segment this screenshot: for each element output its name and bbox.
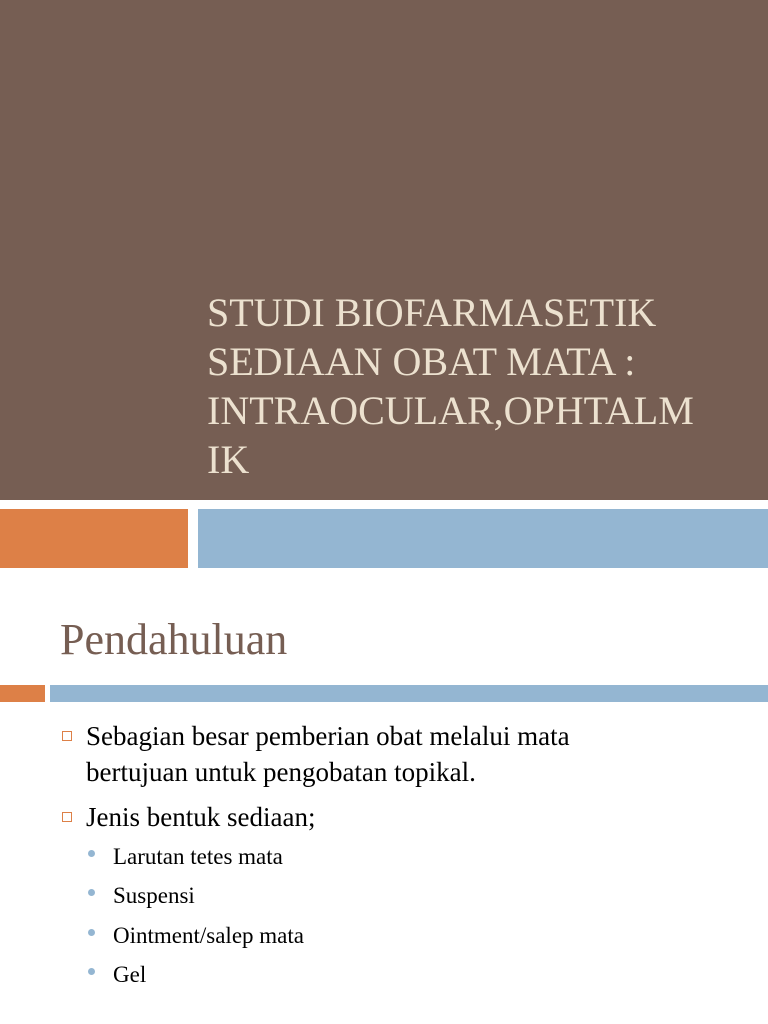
- hollow-square-bullet-icon: [62, 731, 72, 741]
- bullet-line: Jenis bentuk sediaan;: [86, 802, 316, 832]
- bullet-line: bertujuan untuk pengobatan topikal.: [86, 757, 476, 787]
- bullet-line: Sebagian besar pemberian obat melalui mata: [86, 721, 570, 751]
- dot-bullet-icon: [88, 850, 95, 857]
- title-slide-heading: [207, 288, 752, 484]
- heading-rule-orange: [0, 685, 45, 702]
- accent-band-orange: [0, 509, 188, 568]
- dot-bullet-icon: [88, 929, 95, 936]
- sub-bullet-text: Gel: [113, 962, 147, 987]
- dot-bullet-icon: [88, 968, 95, 975]
- title-line: STUDI BIOFARMASETIK: [207, 290, 657, 335]
- sub-bullet-text: Ointment/salep mata: [113, 923, 304, 948]
- bullet-item: [60, 718, 750, 790]
- sub-bullet-item: [88, 961, 728, 989]
- sub-bullet-item: [88, 882, 728, 910]
- sub-bullet-item: [88, 922, 728, 950]
- title-line: IK: [207, 437, 250, 482]
- bullet-item: [60, 799, 750, 835]
- hollow-square-bullet-icon: [62, 812, 72, 822]
- heading-rule-blue: [50, 685, 768, 702]
- title-line: SEDIAAN OBAT MATA :: [207, 339, 636, 384]
- accent-band-blue: [198, 509, 768, 568]
- title-slide-panel: [0, 0, 768, 500]
- title-line: INTRAOCULAR,OPHTALM: [207, 388, 694, 433]
- bullet-text: [86, 799, 750, 835]
- bullet-text: [86, 718, 750, 790]
- sub-bullet-text: Larutan tetes mata: [113, 844, 283, 869]
- sub-bullet-item: [88, 843, 728, 871]
- sub-bullet-text: Suspensi: [113, 883, 195, 908]
- dot-bullet-icon: [88, 889, 95, 896]
- section-heading: Pendahuluan: [60, 615, 288, 664]
